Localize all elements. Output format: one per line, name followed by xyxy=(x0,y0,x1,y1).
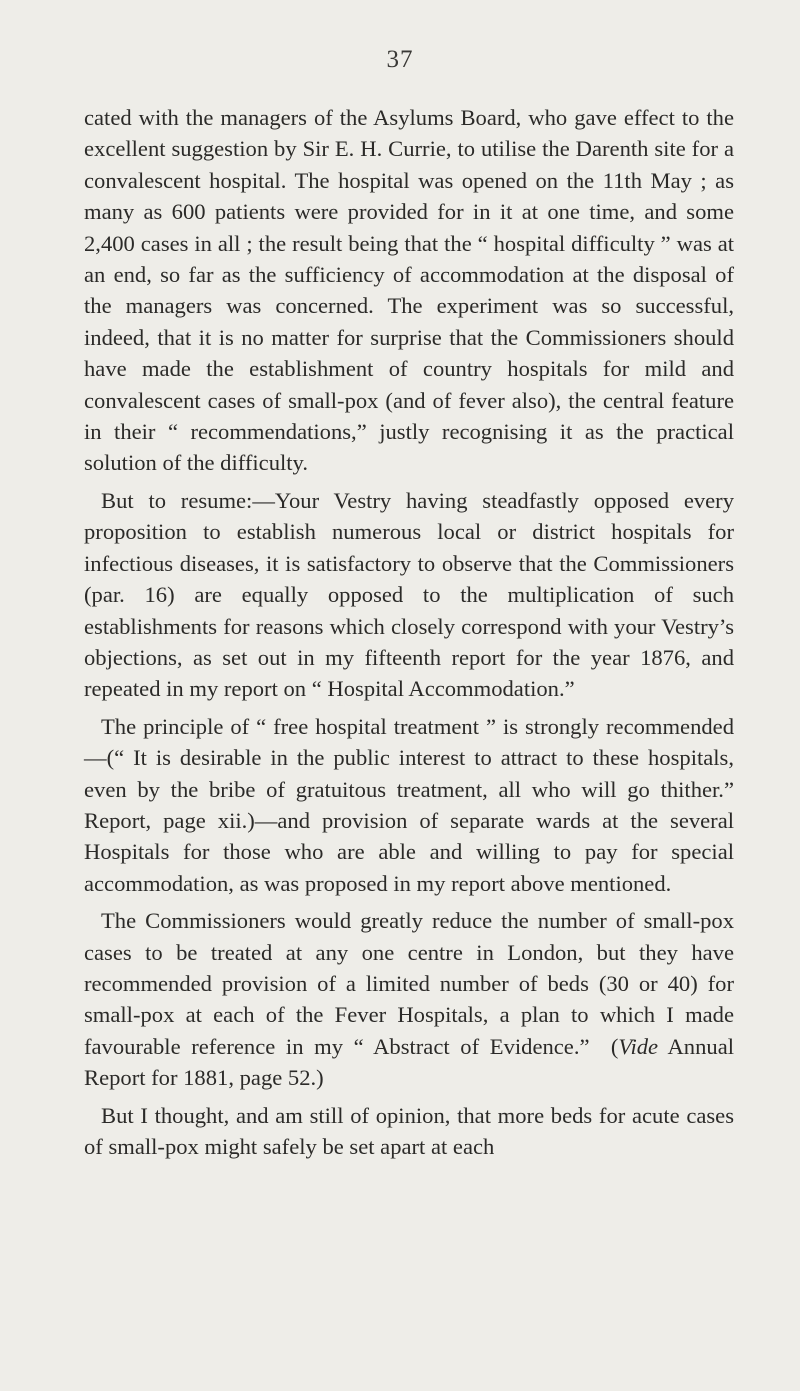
reference-vide: Vide xyxy=(618,1033,659,1059)
paragraph-4 xyxy=(84,905,734,1093)
body-text xyxy=(84,102,734,1162)
reference-text: Annual Report for 1881, page 52.) xyxy=(84,1033,734,1091)
paragraph-1: cated with the managers of the Asylums Board, who gave effect to the excellent suggestion by Sir E. H. Currie, to utilise the Darenth site for a convalescent hospital. The hospital was opened on the 11th May ; as many as 600 patients were provided for in it at one time, and some 2,400 cases in all ; the result being that the “ hospital difficulty ” was at an end, so far as the sufficiency of accommodation at the disposal of the managers was concerned. The experiment was so successful, indeed, that it is no matter for surprise that the Commissioners should have made the establishment of country hospitals for mild and convalescent cases of small-pox (and of fever also), the central feature in their “ recommendations,” justly recognising it as the practical solution of the difficulty. xyxy=(84,105,734,476)
paragraph-2: But to resume:—Your Vestry having steadfastly opposed every proposition to establish numerous local or district hospitals for infectious diseases, it is satisfactory to observe that the Commissioners (par. 16) are equally opposed to the multiplication of such establishments for reasons which closely correspond with your Vestry’s objections, as set out in my fifteenth report for the year 1876, and repeated in my report on “ Hospital Accommodation.” xyxy=(84,487,734,702)
paragraph-3: The principle of “ free hospital treatment ” is strongly recommended—(“ It is desirable in the public interest to attract to these hospitals, even by the bribe of gratuitous treatment, all who will go thither.” Report, page xii.)—and provision of separate wards at the several Hospitals for those who are able and willing to pay for special accommodation, as was proposed in my report above mentioned. xyxy=(84,713,734,896)
paragraph-4-text: The Commissioners would greatly reduce the number of small-pox cases to be treated at any one centre in London, but they have recommended provision of a limited number of beds (30 or 40) for small-pox at each of the Fever Hospitals, a plan to which I made favourable reference in my “ Abstract of Evidence.” xyxy=(84,908,734,1059)
reference-open: ( xyxy=(610,1033,619,1059)
page-number: 37 xyxy=(386,46,414,73)
paragraph-5: But I thought, and am still of opinion, that more beds for acute cases of small-pox might safely be set apart at each xyxy=(84,1102,734,1159)
